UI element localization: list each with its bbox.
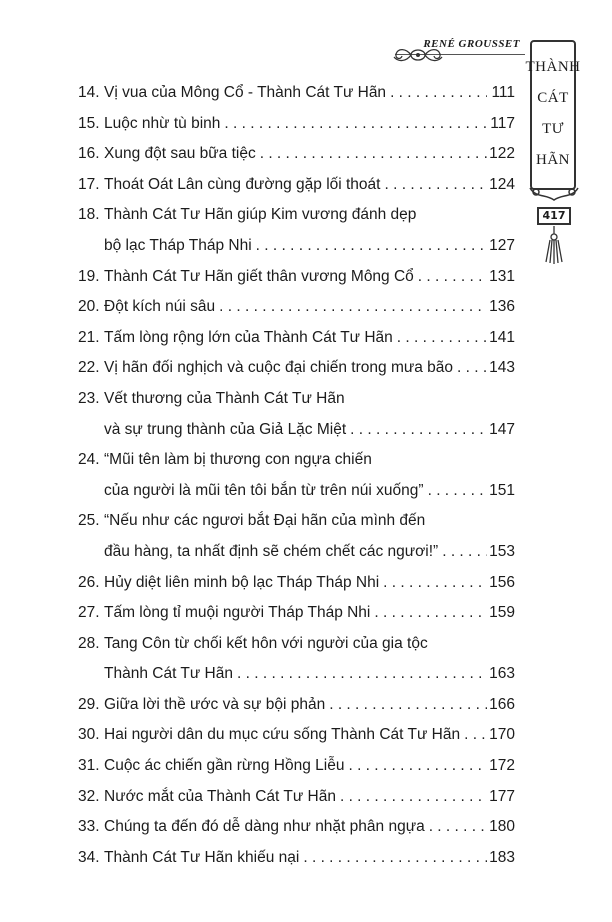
toc-entry[interactable] — [78, 568, 515, 599]
dot-leader — [220, 109, 487, 140]
dot-leader — [370, 598, 487, 629]
entry-title-continuation: đầu hàng, ta nhất định sẽ chém chết các ngươi!” — [104, 542, 439, 560]
entry-title: Thoát Oát Lân cùng đường gặp lối thoát — [104, 175, 381, 193]
entry-title: Vị vua của Mông Cổ - Thành Cát Tư Hãn — [104, 84, 387, 101]
entry-number: 19. — [78, 267, 100, 285]
entry-title: Giữa lời thề ước và sự bội phản — [104, 695, 326, 713]
dot-leader — [325, 690, 487, 721]
entry-title-continuation: Thành Cát Tư Hãn — [104, 665, 233, 683]
table-of-contents — [78, 78, 515, 873]
toc-entry[interactable] — [78, 200, 515, 261]
entry-number: 15. — [78, 114, 100, 132]
toc-entry[interactable] — [78, 139, 515, 170]
dot-leader — [393, 323, 487, 354]
toc-entry[interactable] — [78, 262, 515, 293]
entry-number: 17. — [78, 175, 100, 193]
entry-page: 147 — [489, 420, 515, 438]
entry-title: Đột kích núi sâu — [104, 298, 216, 316]
entry-title: Nước mắt của Thành Cát Tư Hãn — [104, 787, 336, 805]
dot-leader — [379, 568, 487, 599]
entry-page: 170 — [489, 726, 515, 744]
entry-number: 28. — [78, 634, 100, 652]
dot-leader — [252, 231, 487, 262]
ornament-flourish-icon — [388, 45, 448, 65]
dot-leader — [336, 782, 487, 813]
entry-page: 180 — [489, 818, 515, 836]
toc-entry[interactable] — [78, 353, 515, 384]
entry-title: Cuộc ác chiến gần rừng Hồng Liễu — [104, 757, 345, 775]
entry-title: “Nếu như các ngươi bắt Đại hãn của mình đến — [104, 512, 426, 530]
toc-entry[interactable] — [78, 109, 515, 140]
dot-leader — [346, 415, 487, 446]
dot-leader — [344, 751, 487, 782]
entry-number: 29. — [78, 695, 100, 713]
entry-title: Tấm lòng rộng lớn của Thành Cát Tư Hãn — [104, 328, 393, 346]
tassel-icon — [540, 226, 568, 266]
toc-entry[interactable] — [78, 843, 515, 874]
toc-entry[interactable] — [78, 782, 515, 813]
entry-page: 117 — [490, 114, 515, 132]
entry-page: 163 — [489, 665, 515, 683]
entry-title: Thành Cát Tư Hãn giết thân vương Mông Cổ — [104, 267, 414, 285]
dot-leader — [256, 139, 487, 170]
entry-page: 183 — [489, 848, 515, 866]
entry-number: 18. — [78, 206, 100, 224]
toc-entry[interactable] — [78, 506, 515, 567]
entry-page: 127 — [489, 236, 515, 254]
entry-number: 20. — [78, 298, 100, 316]
entry-page: 143 — [489, 359, 515, 377]
entry-page: 159 — [489, 604, 515, 622]
toc-entry[interactable] — [78, 78, 515, 109]
entry-number: 34. — [78, 848, 100, 866]
toc-entry[interactable] — [78, 170, 515, 201]
entry-title: Thành Cát Tư Hãn khiếu nại — [104, 848, 300, 866]
toc-entry[interactable] — [78, 629, 515, 690]
entry-page: 172 — [489, 757, 515, 775]
entry-page: 153 — [489, 542, 515, 560]
entry-number: 14. — [78, 84, 100, 101]
entry-number: 27. — [78, 604, 100, 622]
entry-number: 31. — [78, 757, 100, 775]
entry-page: 124 — [489, 175, 515, 193]
dot-leader — [386, 78, 487, 109]
entry-title-continuation: của người là mũi tên tôi bắn từ trên núi xuống” — [104, 481, 424, 499]
dot-leader — [460, 720, 487, 751]
toc-entry[interactable] — [78, 445, 515, 506]
entry-title: Vết thương của Thành Cát Tư Hãn — [104, 389, 345, 407]
dot-leader — [380, 170, 487, 201]
dot-leader — [424, 476, 487, 507]
entry-page: 122 — [489, 145, 515, 163]
entry-title: Xung đột sau bữa tiệc — [104, 145, 256, 163]
entry-number: 24. — [78, 451, 100, 469]
dot-leader — [438, 537, 487, 568]
entry-page: 177 — [489, 787, 515, 805]
toc-entry[interactable] — [78, 384, 515, 445]
side-tab-word: TƯ — [542, 121, 564, 137]
dot-leader — [215, 292, 487, 323]
entry-number: 23. — [78, 389, 100, 407]
toc-entry[interactable] — [78, 598, 515, 629]
tab-scroll-ornament-icon — [526, 184, 582, 208]
dot-leader — [299, 843, 487, 874]
entry-number: 32. — [78, 787, 100, 805]
entry-title: Tang Côn từ chối kết hôn với người của gia tộc — [104, 634, 428, 652]
toc-entry[interactable] — [78, 323, 515, 354]
entry-number: 22. — [78, 359, 100, 377]
entry-title-continuation: bộ lạc Tháp Tháp Nhi — [104, 236, 252, 254]
side-tab-book-title — [525, 40, 581, 190]
side-tab-word: CÁT — [537, 90, 569, 106]
dot-leader — [453, 353, 487, 384]
page-number-badge: 417 — [537, 207, 571, 225]
entry-title: Chúng ta đến đó dễ dàng như nhặt phân ngựa — [104, 818, 425, 836]
entry-number: 33. — [78, 818, 100, 836]
side-tab-word: HÃN — [536, 152, 570, 168]
toc-entry[interactable] — [78, 292, 515, 323]
side-tab-word: THÀNH — [525, 59, 581, 75]
entry-title: Vị hãn đối nghịch và cuộc đại chiến trong mưa bão — [104, 359, 454, 377]
toc-entry[interactable] — [78, 751, 515, 782]
entry-page: 156 — [489, 573, 515, 591]
entry-title-continuation: và sự trung thành của Giả Lặc Miệt — [104, 420, 347, 438]
running-header-author: RENÉ GROUSSET — [423, 38, 520, 50]
entry-title: Luộc nhừ tù binh — [104, 114, 221, 132]
toc-entry[interactable] — [78, 690, 515, 721]
entry-page: 131 — [489, 267, 515, 285]
entry-title: Thành Cát Tư Hãn giúp Kim vương đánh dẹp — [104, 206, 417, 224]
entry-page: 141 — [489, 328, 515, 346]
entry-number: 16. — [78, 145, 100, 163]
entry-number: 25. — [78, 512, 100, 530]
entry-title: Hai người dân du mục cứu sống Thành Cát Tư Hãn — [104, 726, 461, 744]
entry-title: Hủy diệt liên minh bộ lạc Tháp Tháp Nhi — [104, 573, 380, 591]
entry-page: 151 — [489, 481, 515, 499]
entry-page: 136 — [489, 298, 515, 316]
entry-number: 30. — [78, 726, 100, 744]
entry-title: Tấm lòng tỉ muội người Tháp Tháp Nhi — [104, 604, 371, 622]
dot-leader — [233, 659, 487, 690]
entry-page: 111 — [491, 84, 515, 101]
dot-leader — [414, 262, 487, 293]
dot-leader — [425, 812, 487, 843]
entry-number: 26. — [78, 573, 100, 591]
entry-number: 21. — [78, 328, 100, 346]
entry-title: “Mũi tên làm bị thương con ngựa chiến — [104, 451, 372, 469]
toc-entry[interactable] — [78, 720, 515, 751]
entry-page: 166 — [489, 695, 515, 713]
toc-entry[interactable] — [78, 812, 515, 843]
